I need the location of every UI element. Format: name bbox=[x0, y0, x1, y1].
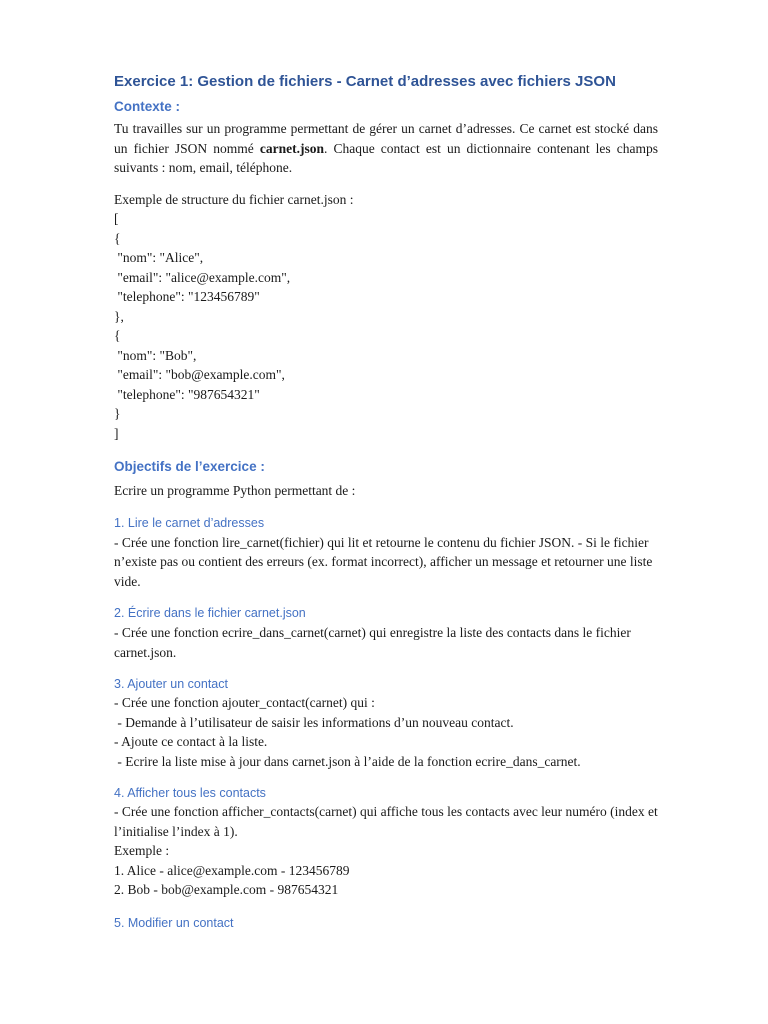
section-text: - Crée une fonction lire_carnet(fichier) qui lit et retourne le contenu du fichier JSON. - Si le fichier n’existe pas ou contient des erreurs (ex. format incorrect), afficher un message et retourner une liste vide. bbox=[114, 534, 653, 589]
json-line: { bbox=[114, 230, 121, 246]
exercise-title: Exercice 1: Gestion de fichiers - Carnet d’adresses avec fichiers JSON bbox=[114, 73, 616, 90]
section-line: - Demande à l’utilisateur de saisir les informations d’un nouveau contact. bbox=[114, 714, 514, 730]
section-heading-afficher: 4. Afficher tous les contacts bbox=[114, 786, 266, 800]
context-heading: Contexte : bbox=[114, 99, 181, 114]
section-line: - Ecrire la liste mise à jour dans carnet.json à l’aide de la fonction ecrire_dans_carnet. bbox=[114, 753, 581, 769]
json-line: "email": "alice@example.com", bbox=[114, 269, 291, 285]
section-line: 2. Bob - bob@example.com - 987654321 bbox=[114, 882, 339, 897]
json-line: { bbox=[114, 328, 121, 343]
section-line: - Ajoute ce contact à la liste. bbox=[114, 734, 268, 749]
context-text-before: Tu travailles sur un programme permettant de gérer un carnet d’adresses. Ce carnet est stocké dans un fichier JSON nommé bbox=[114, 121, 658, 156]
objectives-heading: Objectifs de l’exercice : bbox=[114, 459, 265, 474]
section-heading-ecrire: 2. Écrire dans le fichier carnet.json bbox=[114, 606, 306, 620]
json-line: "telephone": "123456789" bbox=[114, 289, 260, 304]
section-line: 1. Alice - alice@example.com - 123456789 bbox=[114, 862, 350, 878]
example-intro: Exemple de structure du fichier carnet.json : bbox=[114, 191, 354, 207]
section-text: - Crée une fonction afficher_contacts(carnet) qui affiche tous les contacts avec leur numéro (index et l’initialise l’index à 1). bbox=[114, 804, 658, 839]
json-line: "email": "bob@example.com", bbox=[114, 367, 285, 382]
objectives-intro: Ecrire un programme Python permettant de : bbox=[114, 483, 356, 498]
json-line: ] bbox=[114, 425, 119, 441]
section-heading-modifier: 5. Modifier un contact bbox=[114, 915, 234, 930]
document-content bbox=[114, 71, 658, 932]
json-line: [ bbox=[114, 211, 119, 226]
section-line: Exemple : bbox=[114, 843, 170, 858]
json-line: }, bbox=[114, 308, 124, 324]
context-paragraph bbox=[114, 119, 658, 178]
context-text-after: . Chaque contact est un dictionnaire contenant les champs suivants : nom, email, téléphone. bbox=[114, 140, 658, 175]
json-line: "telephone": "987654321" bbox=[114, 386, 260, 402]
context-bold-filename: carnet.json bbox=[259, 140, 324, 156]
json-example-block bbox=[114, 209, 658, 443]
section-heading-lire: 1. Lire le carnet d’adresses bbox=[114, 515, 265, 530]
json-line: "nom": "Bob", bbox=[114, 347, 197, 363]
section-text: - Crée une fonction ecrire_dans_carnet(carnet) qui enregistre la liste des contacts dans le fichier carnet.json. bbox=[114, 625, 631, 660]
section-heading-ajouter: 3. Ajouter un contact bbox=[114, 677, 228, 691]
json-line: } bbox=[114, 406, 121, 421]
section-line: - Crée une fonction ajouter_contact(carnet) qui : bbox=[114, 695, 375, 710]
json-line: "nom": "Alice", bbox=[114, 250, 204, 265]
